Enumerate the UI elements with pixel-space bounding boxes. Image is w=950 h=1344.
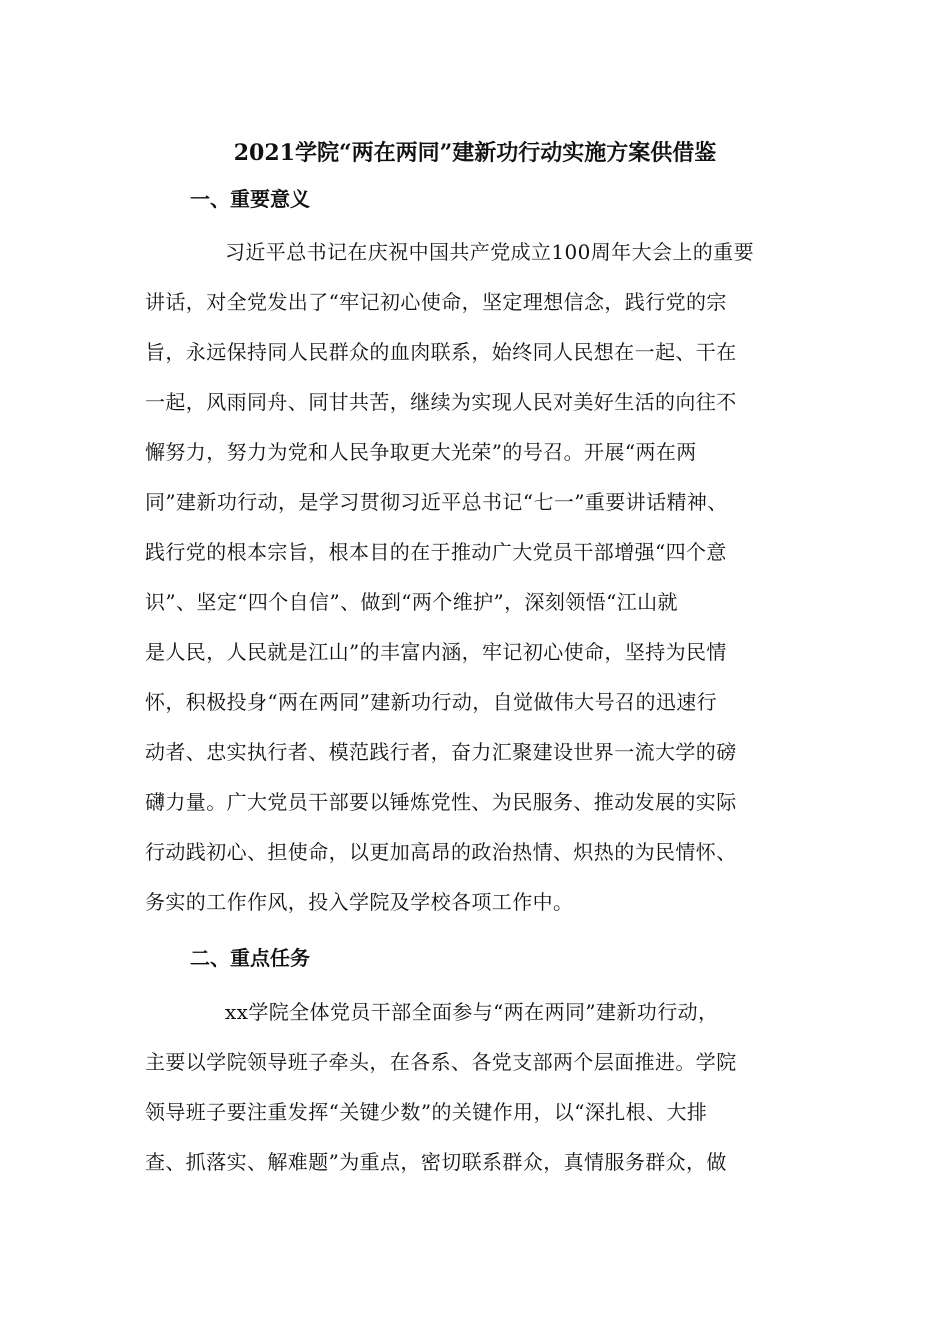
section-paragraph-key-tasks — [145, 987, 825, 1187]
paragraph-line: 懈努力，努力为党和人民争取更大光荣”的号召。开展“两在两 — [145, 440, 697, 464]
paragraph-line: xx学院全体党员干部全面参与“两在两同”建新功行动， — [225, 1000, 719, 1024]
paragraph-line: 践行党的根本宗旨，根本目的在于推动广大党员干部增强“四个意 — [145, 540, 727, 564]
paragraph-line: 领导班子要注重发挥“关键少数”的关键作用，以“深扎根、大排 — [145, 1100, 708, 1124]
section-heading-significance: 一、重要意义 — [190, 187, 310, 211]
paragraph-line: 同”建新功行动，是学习贯彻习近平总书记“七一”重要讲话精神、 — [145, 490, 728, 514]
paragraph-line: 讲话，对全党发出了“牢记初心使命，坚定理想信念，践行党的宗 — [145, 290, 727, 314]
paragraph-line: 是人民，人民就是江山”的丰富内涵，牢记初心使命，坚持为民情 — [145, 640, 727, 664]
document-title: 2021学院“两在两同”建新功行动实施方案供借鉴 — [233, 140, 717, 166]
paragraph-line: 旨，永远保持同人民群众的血肉联系，始终同人民想在一起、干在 — [145, 340, 737, 364]
paragraph-line: 动者、忠实执行者、模范践行者，奋力汇聚建设世界一流大学的磅 — [145, 740, 737, 764]
paragraph-line: 习近平总书记在庆祝中国共产党成立100周年大会上的重要 — [225, 240, 754, 264]
paragraph-line: 识”、坚定“四个自信”、做到“两个维护”，深刻领悟“江山就 — [145, 590, 678, 614]
paragraph-line: 行动践初心、担使命，以更加高昂的政治热情、炽热的为民情怀、 — [145, 840, 737, 864]
section-heading-key-tasks: 二、重点任务 — [190, 946, 310, 970]
paragraph-line: 务实的工作作风，投入学院及学校各项工作中。 — [145, 890, 574, 914]
paragraph-line: 礴力量。广大党员干部要以锤炼党性、为民服务、推动发展的实际 — [145, 790, 737, 814]
section-paragraph-significance — [145, 227, 825, 927]
paragraph-line: 一起，风雨同舟、同甘共苦，继续为实现人民对美好生活的向往不 — [145, 390, 737, 414]
paragraph-line: 主要以学院领导班子牵头，在各系、各党支部两个层面推进。学院 — [145, 1050, 737, 1074]
paragraph-line: 怀，积极投身“两在两同”建新功行动，自觉做伟大号召的迅速行 — [145, 690, 718, 714]
paragraph-line: 查、抓落实、解难题”为重点，密切联系群众，真情服务群众，做 — [145, 1150, 727, 1174]
